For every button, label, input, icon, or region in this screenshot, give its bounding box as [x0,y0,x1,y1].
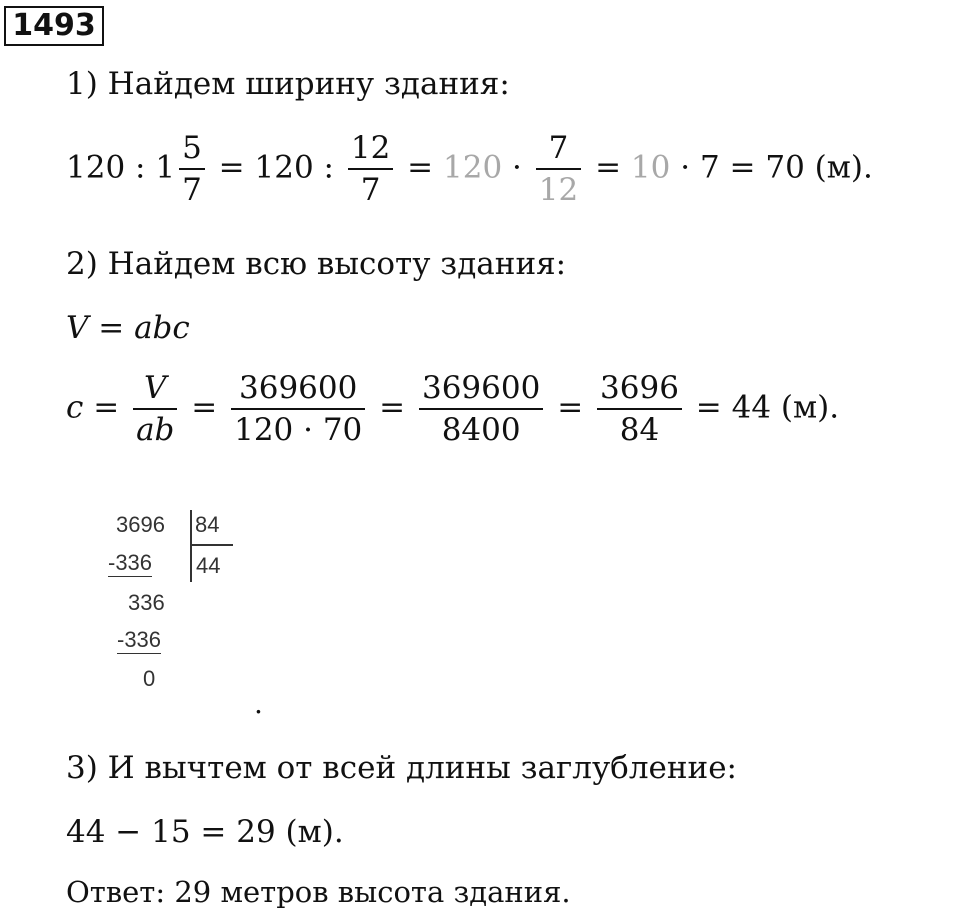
step2-eq3: = [557,389,584,426]
step1-g-den: 12 [538,172,579,208]
answer: Ответ: 29 метров высота здания. [66,875,571,909]
step1-fraction-g [536,128,581,210]
step2-heading: 2) Найдем всю высоту здания: [66,246,567,282]
step1-g-num: 7 [548,130,569,166]
ld-quotient: 44 [196,553,221,578]
step1-heading: 1) Найдем ширину здания: [66,66,510,102]
step2-f2-num: 369600 [239,370,358,406]
ld-remainder1: 336 [128,590,165,615]
step2-fraction-2 [231,368,365,450]
step1-mixed-fraction [179,128,205,210]
step2-f2-den: 120 · 70 [234,412,363,448]
ld-trailing-dot: . [254,687,263,720]
problem-number: 1493 [4,6,104,46]
step1-rest: · 7 = 70 (м). [680,149,873,186]
ld-divider-horizontal [190,544,233,546]
step2-formula: V = abc [66,310,190,346]
step1-fraction [348,128,393,210]
step2-fraction-4 [597,368,682,450]
step1-eq3: = [595,149,622,186]
ld-divisor: 84 [195,512,220,537]
step2-fraction-1 [133,368,177,450]
ld-sub1: -336 [108,550,153,575]
step2-expression [66,368,839,450]
step2-lhs: c = [66,389,120,426]
step2-f3-den: 8400 [441,412,521,448]
ld-divider-vertical [190,510,192,582]
step2-eq1: = [191,389,218,426]
step1-colon2: : [323,149,334,186]
ld-remainder2: 0 [143,666,156,691]
step1-mixed-num: 5 [182,130,202,166]
step2-f3-num: 369600 [421,370,541,406]
step1-eq1: = [218,149,245,186]
step2-rest: = 44 (м). [695,389,840,426]
step2-fraction-3 [419,368,543,450]
step1-mixed-whole: 1 [155,149,176,186]
step3-expression: 44 − 15 = 29 (м). [66,814,344,850]
step1-mixed-den: 7 [182,172,202,208]
ld-dividend: 3696 [116,512,165,537]
step2-f4-den: 84 [619,412,660,448]
step1-a: 120 [66,149,126,186]
step2-f4-num: 3696 [600,370,679,406]
step1-colon: : [135,149,146,186]
step1-d-gray: 10 [630,149,671,186]
ld-sub2: -336 [117,627,162,652]
step1-f-num: 12 [350,130,391,166]
step1-expression [66,128,873,210]
step1-b: 120 [254,149,314,186]
step1-dot: · [512,149,522,186]
step2-f1-den: ab [136,412,175,448]
step2-f1-num: V [144,370,167,406]
step1-f-den: 7 [360,172,381,208]
step2-eq2: = [379,389,406,426]
step3-heading: 3) И вычтем от всей длины заглубление: [66,750,737,786]
step1-eq2: = [407,149,434,186]
step1-c-gray: 120 [443,149,503,186]
